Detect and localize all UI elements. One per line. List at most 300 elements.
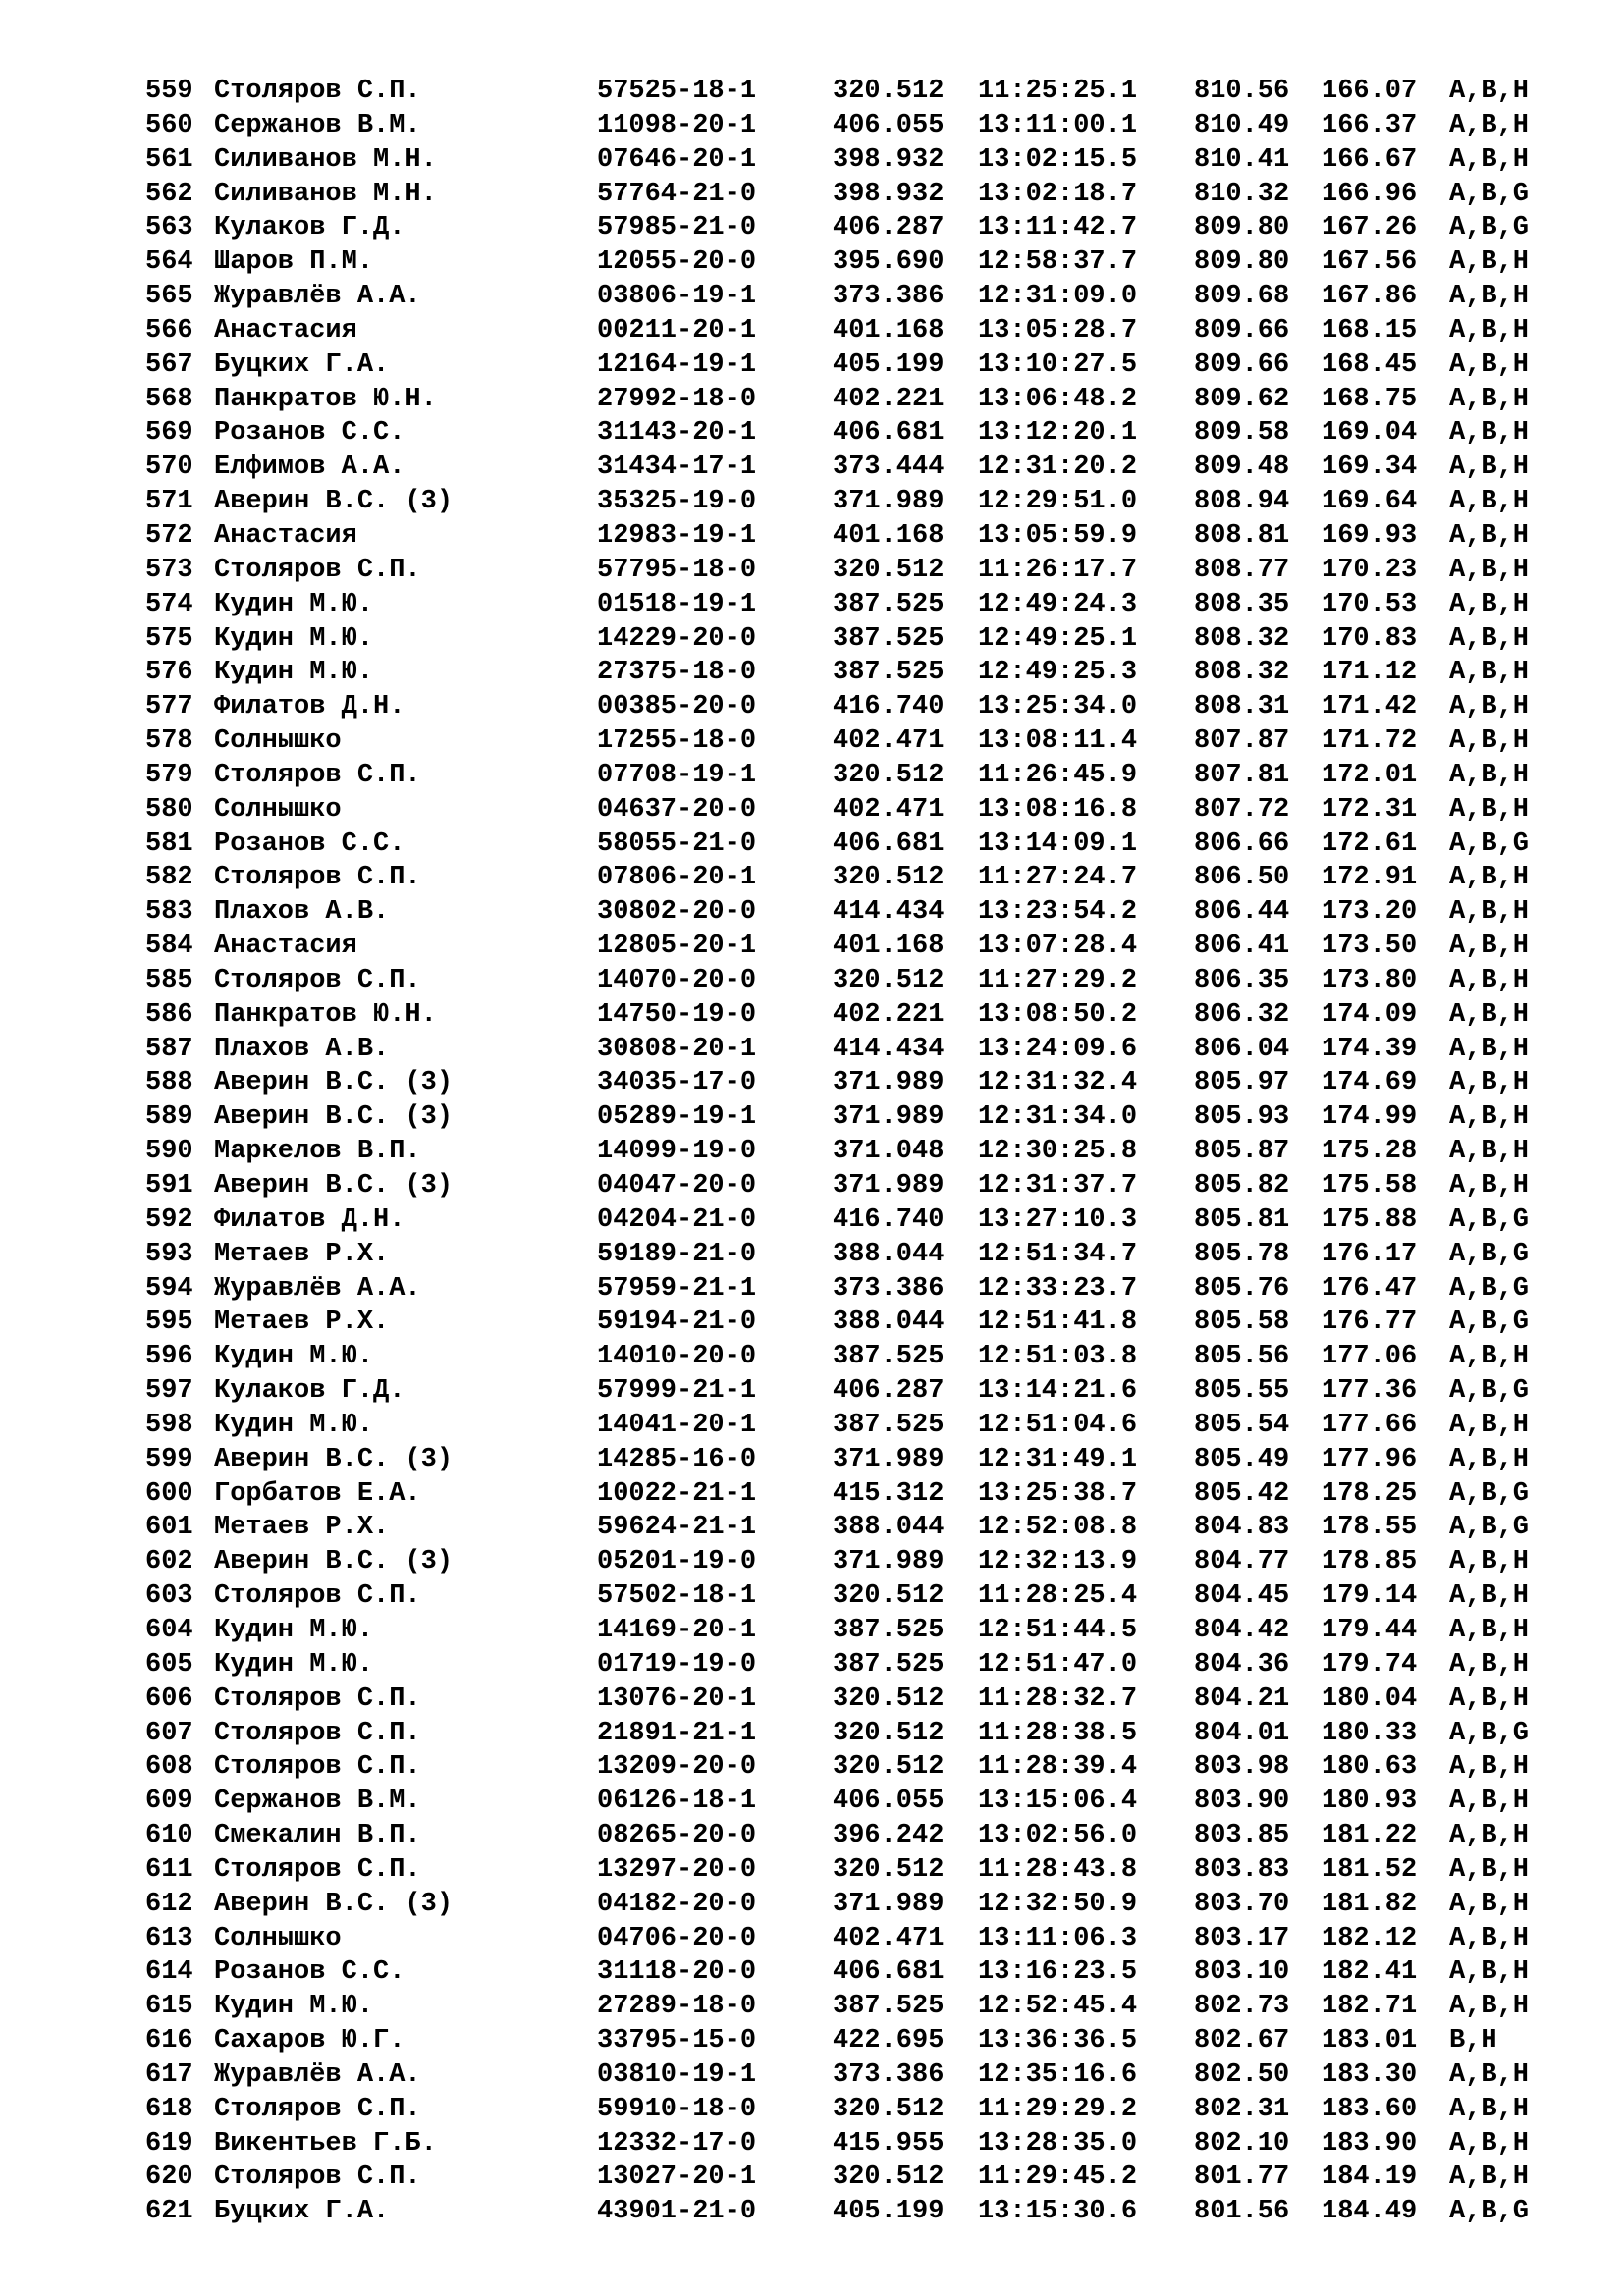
ring-number: 04047-20-0 [597,1171,757,1201]
fancier-name: Аверин В.С. (3) [214,487,454,517]
result-row [145,1374,1569,1409]
category-flags: A,B,H [1449,1068,1530,1098]
distance-value: 371.989 [833,1068,945,1098]
result-row [145,690,1569,724]
distance-value: 387.525 [833,1649,945,1680]
distance-value: 387.525 [833,658,945,688]
category-flags: A,B,H [1449,965,1530,995]
fancier-name: Кудин М.Ю. [214,1342,374,1372]
fancier-name: Столяров С.П. [214,1854,421,1885]
points-value: 179.74 [1322,1649,1418,1680]
speed-value: 801.77 [1194,2163,1290,2193]
arrival-time: 11:27:24.7 [978,863,1138,893]
category-flags: A,B,G [1449,1478,1530,1509]
arrival-time: 11:29:45.2 [978,2163,1138,2193]
fancier-name: Смекалин В.П. [214,1821,421,1851]
speed-value: 802.50 [1194,2059,1290,2090]
speed-value: 803.70 [1194,1889,1290,1919]
place-number: 604 [145,1615,193,1645]
distance-value: 387.525 [833,1615,945,1645]
speed-value: 805.54 [1194,1410,1290,1440]
ring-number: 11098-20-1 [597,110,757,140]
speed-value: 803.17 [1194,1923,1290,1953]
fancier-name: Аверин В.С. (3) [214,1444,454,1474]
result-row [145,828,1569,862]
result-row [145,178,1569,212]
fancier-name: Сержанов В.М. [214,1787,421,1817]
result-row [145,416,1569,451]
result-row [145,280,1569,314]
fancier-name: Столяров С.П. [214,863,421,893]
distance-value: 371.989 [833,1547,945,1577]
category-flags: A,B,H [1449,794,1530,825]
points-value: 175.58 [1322,1171,1418,1201]
place-number: 589 [145,1102,193,1133]
arrival-time: 13:25:38.7 [978,1478,1138,1509]
ring-number: 57525-18-1 [597,77,757,106]
ring-number: 57999-21-1 [597,1376,757,1407]
result-row [145,1682,1569,1717]
fancier-name: Маркелов В.П. [214,1137,421,1167]
ring-number: 03810-19-1 [597,2059,757,2090]
ring-number: 05289-19-1 [597,1102,757,1133]
points-value: 181.22 [1322,1821,1418,1851]
distance-value: 416.740 [833,692,945,722]
speed-value: 804.83 [1194,1513,1290,1543]
ring-number: 12164-19-1 [597,349,757,380]
category-flags: A,B,H [1449,589,1530,619]
points-value: 173.50 [1322,932,1418,962]
points-value: 174.99 [1322,1102,1418,1133]
points-value: 181.82 [1322,1889,1418,1919]
fancier-name: Метаев Р.Х. [214,1513,390,1543]
speed-value: 803.10 [1194,1957,1290,1988]
ring-number: 04204-21-0 [597,1204,757,1235]
fancier-name: Солнышко [214,726,342,757]
arrival-time: 12:49:24.3 [978,589,1138,619]
points-value: 166.37 [1322,110,1418,140]
points-value: 182.41 [1322,1957,1418,1988]
arrival-time: 12:52:08.8 [978,1513,1138,1543]
fancier-name: Аверин В.С. (3) [214,1171,454,1201]
speed-value: 802.10 [1194,2128,1290,2159]
points-value: 177.66 [1322,1410,1418,1440]
fancier-name: Елфимов А.А. [214,453,406,483]
place-number: 587 [145,1034,193,1064]
points-value: 168.45 [1322,349,1418,380]
place-number: 559 [145,77,193,106]
distance-value: 388.044 [833,1308,945,1338]
points-value: 182.71 [1322,1992,1418,2022]
distance-value: 320.512 [833,965,945,995]
category-flags: A,B,H [1449,1752,1530,1783]
ring-number: 59189-21-0 [597,1239,757,1269]
arrival-time: 13:06:48.2 [978,384,1138,414]
points-value: 175.88 [1322,1204,1418,1235]
category-flags: B,H [1449,2026,1497,2056]
arrival-time: 11:25:25.1 [978,77,1138,106]
arrival-time: 12:51:34.7 [978,1239,1138,1269]
ring-number: 57795-18-0 [597,555,757,585]
arrival-time: 11:26:17.7 [978,555,1138,585]
points-value: 170.83 [1322,623,1418,654]
place-number: 562 [145,179,193,209]
place-number: 618 [145,2094,193,2124]
arrival-time: 11:28:25.4 [978,1581,1138,1612]
fancier-name: Журавлёв А.А. [214,2059,421,2090]
results-list [145,75,1569,2229]
fancier-name: Анастасия [214,520,357,551]
fancier-name: Силиванов М.Н. [214,144,437,175]
distance-value: 371.048 [833,1137,945,1167]
arrival-time: 13:02:18.7 [978,179,1138,209]
category-flags: A,B,H [1449,487,1530,517]
speed-value: 808.77 [1194,555,1290,585]
arrival-time: 13:25:34.0 [978,692,1138,722]
speed-value: 805.49 [1194,1444,1290,1474]
speed-value: 808.31 [1194,692,1290,722]
speed-value: 805.82 [1194,1171,1290,1201]
speed-value: 805.78 [1194,1239,1290,1269]
category-flags: A,B,H [1449,418,1530,449]
place-number: 597 [145,1376,193,1407]
result-row [145,2161,1569,2195]
speed-value: 805.93 [1194,1102,1290,1133]
points-value: 169.04 [1322,418,1418,449]
category-flags: A,B,H [1449,1683,1530,1714]
speed-value: 809.66 [1194,315,1290,346]
category-flags: A,B,H [1449,932,1530,962]
fancier-name: Аверин В.С. (3) [214,1547,454,1577]
distance-value: 387.525 [833,589,945,619]
category-flags: A,B,H [1449,1787,1530,1817]
result-row [145,1579,1569,1614]
ring-number: 57985-21-0 [597,213,757,243]
points-value: 176.17 [1322,1239,1418,1269]
place-number: 568 [145,384,193,414]
ring-number: 03806-19-1 [597,282,757,312]
distance-value: 395.690 [833,247,945,278]
fancier-name: Сержанов В.М. [214,110,421,140]
ring-number: 13076-20-1 [597,1683,757,1714]
arrival-time: 11:28:38.5 [978,1718,1138,1748]
points-value: 172.61 [1322,828,1418,859]
arrival-time: 13:14:09.1 [978,828,1138,859]
distance-value: 401.168 [833,315,945,346]
distance-value: 406.055 [833,1787,945,1817]
result-row [145,1477,1569,1512]
place-number: 581 [145,828,193,859]
fancier-name: Кулаков Г.Д. [214,213,406,243]
place-number: 591 [145,1171,193,1201]
arrival-time: 13:27:10.3 [978,1204,1138,1235]
fancier-name: Плахов А.В. [214,1034,390,1064]
arrival-time: 13:05:59.9 [978,520,1138,551]
points-value: 172.91 [1322,863,1418,893]
category-flags: A,B,H [1449,1102,1530,1133]
result-row [145,1785,1569,1819]
result-row [145,1511,1569,1545]
distance-value: 371.989 [833,487,945,517]
result-row [145,1853,1569,1888]
place-number: 605 [145,1649,193,1680]
place-number: 610 [145,1821,193,1851]
result-row [145,622,1569,657]
ring-number: 21891-21-1 [597,1718,757,1748]
points-value: 167.86 [1322,282,1418,312]
place-number: 607 [145,1718,193,1748]
result-row [145,998,1569,1033]
ring-number: 00211-20-1 [597,315,757,346]
speed-value: 807.72 [1194,794,1290,825]
distance-value: 406.681 [833,828,945,859]
result-row [145,964,1569,998]
category-flags: A,B,G [1449,1718,1530,1748]
speed-value: 809.58 [1194,418,1290,449]
arrival-time: 12:31:49.1 [978,1444,1138,1474]
category-flags: A,B,H [1449,77,1530,106]
distance-value: 405.199 [833,349,945,380]
arrival-time: 12:52:45.4 [978,1992,1138,2022]
arrival-time: 12:33:23.7 [978,1273,1138,1304]
category-flags: A,B,H [1449,247,1530,278]
speed-value: 806.32 [1194,999,1290,1030]
category-flags: A,B,H [1449,384,1530,414]
ring-number: 10022-21-1 [597,1478,757,1509]
ring-number: 27992-18-0 [597,384,757,414]
place-number: 575 [145,623,193,654]
ring-number: 14229-20-0 [597,623,757,654]
result-row [145,485,1569,519]
arrival-time: 13:08:50.2 [978,999,1138,1030]
speed-value: 808.94 [1194,487,1290,517]
result-row [145,1340,1569,1374]
distance-value: 401.168 [833,932,945,962]
ring-number: 57502-18-1 [597,1581,757,1612]
distance-value: 398.932 [833,179,945,209]
points-value: 183.30 [1322,2059,1418,2090]
category-flags: A,B,H [1449,110,1530,140]
result-row [145,211,1569,245]
points-value: 179.44 [1322,1615,1418,1645]
ring-number: 30802-20-0 [597,897,757,928]
category-flags: A,B,H [1449,1410,1530,1440]
fancier-name: Журавлёв А.А. [214,282,421,312]
result-row [145,1100,1569,1135]
category-flags: A,B,H [1449,2059,1530,2090]
points-value: 178.55 [1322,1513,1418,1543]
place-number: 570 [145,453,193,483]
speed-value: 806.41 [1194,932,1290,962]
points-value: 180.04 [1322,1683,1418,1714]
result-row [145,2195,1569,2229]
result-row [145,1066,1569,1100]
speed-value: 809.80 [1194,247,1290,278]
category-flags: A,B,G [1449,1204,1530,1235]
speed-value: 810.49 [1194,110,1290,140]
speed-value: 803.83 [1194,1854,1290,1885]
result-row [145,2127,1569,2162]
category-flags: A,B,H [1449,2094,1530,2124]
distance-value: 371.989 [833,1171,945,1201]
speed-value: 809.68 [1194,282,1290,312]
speed-value: 805.58 [1194,1308,1290,1338]
ring-number: 58055-21-0 [597,828,757,859]
result-row [145,1717,1569,1751]
place-number: 588 [145,1068,193,1098]
place-number: 573 [145,555,193,585]
place-number: 606 [145,1683,193,1714]
points-value: 172.31 [1322,794,1418,825]
points-value: 174.39 [1322,1034,1418,1064]
result-row [145,1750,1569,1785]
fancier-name: Филатов Д.Н. [214,1204,406,1235]
fancier-name: Панкратов Ю.Н. [214,384,437,414]
points-value: 178.25 [1322,1478,1418,1509]
place-number: 596 [145,1342,193,1372]
arrival-time: 12:30:25.8 [978,1137,1138,1167]
arrival-time: 13:28:35.0 [978,2128,1138,2159]
result-row [145,1888,1569,1922]
fancier-name: Плахов А.В. [214,897,390,928]
place-number: 599 [145,1444,193,1474]
ring-number: 05201-19-0 [597,1547,757,1577]
arrival-time: 13:36:36.5 [978,2026,1138,2056]
arrival-time: 12:51:04.6 [978,1410,1138,1440]
ring-number: 57764-21-0 [597,179,757,209]
arrival-time: 13:23:54.2 [978,897,1138,928]
category-flags: A,B,H [1449,1342,1530,1372]
place-number: 617 [145,2059,193,2090]
place-number: 586 [145,999,193,1030]
result-row [145,245,1569,280]
speed-value: 810.41 [1194,144,1290,175]
category-flags: A,B,H [1449,1547,1530,1577]
ring-number: 14010-20-0 [597,1342,757,1372]
arrival-time: 12:51:44.5 [978,1615,1138,1645]
place-number: 563 [145,213,193,243]
arrival-time: 13:11:42.7 [978,213,1138,243]
arrival-time: 13:10:27.5 [978,349,1138,380]
distance-value: 402.471 [833,726,945,757]
speed-value: 808.35 [1194,589,1290,619]
ring-number: 12055-20-0 [597,247,757,278]
fancier-name: Горбатов Е.А. [214,1478,421,1509]
place-number: 565 [145,282,193,312]
place-number: 583 [145,897,193,928]
speed-value: 804.77 [1194,1547,1290,1577]
distance-value: 402.471 [833,1923,945,1953]
arrival-time: 13:02:15.5 [978,144,1138,175]
points-value: 176.47 [1322,1273,1418,1304]
distance-value: 402.471 [833,794,945,825]
category-flags: A,B,H [1449,453,1530,483]
speed-value: 805.42 [1194,1478,1290,1509]
category-flags: A,B,H [1449,349,1530,380]
arrival-time: 13:15:06.4 [978,1787,1138,1817]
category-flags: A,B,H [1449,1821,1530,1851]
category-flags: A,B,H [1449,726,1530,757]
speed-value: 804.36 [1194,1649,1290,1680]
result-row [145,1614,1569,1648]
place-number: 601 [145,1513,193,1543]
ring-number: 27289-18-0 [597,1992,757,2022]
result-row [145,519,1569,554]
place-number: 595 [145,1308,193,1338]
distance-value: 320.512 [833,1752,945,1783]
speed-value: 801.56 [1194,2197,1290,2227]
ring-number: 13027-20-1 [597,2163,757,2193]
place-number: 569 [145,418,193,449]
place-number: 620 [145,2163,193,2193]
speed-value: 802.73 [1194,1992,1290,2022]
speed-value: 807.87 [1194,726,1290,757]
ring-number: 14169-20-1 [597,1615,757,1645]
result-row [145,724,1569,759]
speed-value: 808.32 [1194,658,1290,688]
place-number: 561 [145,144,193,175]
distance-value: 320.512 [833,77,945,106]
distance-value: 416.740 [833,1204,945,1235]
ring-number: 31143-20-1 [597,418,757,449]
category-flags: A,B,H [1449,144,1530,175]
arrival-time: 13:08:16.8 [978,794,1138,825]
distance-value: 414.434 [833,1034,945,1064]
category-flags: A,B,H [1449,897,1530,928]
speed-value: 805.76 [1194,1273,1290,1304]
ring-number: 14070-20-0 [597,965,757,995]
arrival-time: 12:51:41.8 [978,1308,1138,1338]
fancier-name: Розанов С.С. [214,418,406,449]
speed-value: 802.31 [1194,2094,1290,2124]
arrival-time: 12:32:13.9 [978,1547,1138,1577]
category-flags: A,B,H [1449,520,1530,551]
place-number: 590 [145,1137,193,1167]
place-number: 609 [145,1787,193,1817]
ring-number: 35325-19-0 [597,487,757,517]
result-row [145,348,1569,383]
ring-number: 04706-20-0 [597,1923,757,1953]
place-number: 564 [145,247,193,278]
speed-value: 805.87 [1194,1137,1290,1167]
category-flags: A,B,G [1449,2197,1530,2227]
category-flags: A,B,G [1449,828,1530,859]
ring-number: 13297-20-0 [597,1854,757,1885]
place-number: 571 [145,487,193,517]
result-row [145,861,1569,895]
speed-value: 805.55 [1194,1376,1290,1407]
arrival-time: 13:11:06.3 [978,1923,1138,1953]
speed-value: 807.81 [1194,760,1290,790]
ring-number: 04182-20-0 [597,1889,757,1919]
distance-value: 320.512 [833,863,945,893]
arrival-time: 12:49:25.1 [978,623,1138,654]
place-number: 580 [145,794,193,825]
category-flags: A,B,H [1449,1649,1530,1680]
speed-value: 810.32 [1194,179,1290,209]
speed-value: 804.42 [1194,1615,1290,1645]
fancier-name: Столяров С.П. [214,1581,421,1612]
speed-value: 804.01 [1194,1718,1290,1748]
ring-number: 59194-21-0 [597,1308,757,1338]
result-row [145,1169,1569,1203]
ring-number: 04637-20-0 [597,794,757,825]
place-number: 619 [145,2128,193,2159]
points-value: 167.56 [1322,247,1418,278]
distance-value: 371.989 [833,1444,945,1474]
result-row [145,1203,1569,1238]
result-row [145,314,1569,348]
